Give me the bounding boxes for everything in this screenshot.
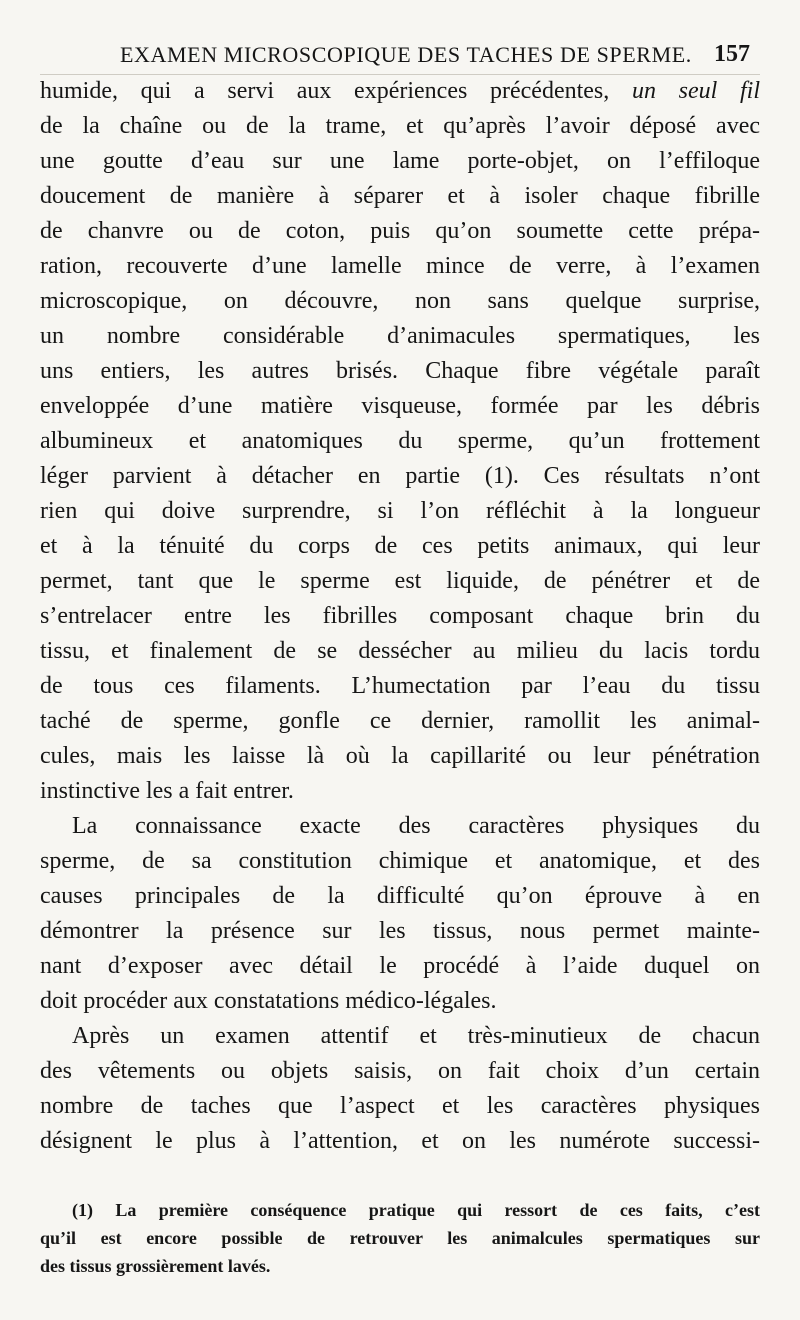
text-line: et à la ténuité du corps de ces petits animaux, qui leur (40, 533, 760, 559)
text-line: un nombre considérable d’animacules spermatiques, les (40, 323, 760, 349)
text-line: doucement de manière à séparer et à isoler chaque fibrille (40, 183, 760, 209)
text-line: sperme, de sa constitution chimique et anatomique, et des (40, 848, 760, 874)
text-line: doit procéder aux constatations médico-légales. (40, 988, 497, 1014)
text-line: de chanvre ou de coton, puis qu’on soumette cette prépa- (40, 218, 760, 244)
text-line: microscopique, on découvre, non sans quelque surprise, (40, 288, 760, 314)
text-line: humide, qui a servi aux expériences précédentes, un seul fil (40, 78, 760, 104)
text-line: de la chaîne ou de la trame, et qu’après l’avoir déposé avec (40, 113, 760, 139)
text-line: tissu, et finalement de se dessécher au milieu du lacis tordu (40, 638, 760, 664)
footnote (40, 1196, 760, 1280)
text-line: permet, tant que le sperme est liquide, de pénétrer et de (40, 568, 760, 594)
text-line: léger parvient à détacher en partie (1). Ces résultats n’ont (40, 463, 760, 489)
running-title: EXAMEN MICROSCOPIQUE DES TACHES DE SPERME. (120, 42, 692, 67)
text-line: rien qui doive surprendre, si l’on réfléchit à la longueur (40, 498, 760, 524)
footnote-line: des tissus grossièrement lavés. (40, 1256, 271, 1276)
text-line: nant d’exposer avec détail le procédé à l’aide duquel on (40, 953, 760, 979)
text-line: ration, recouverte d’une lamelle mince de verre, à l’examen (40, 253, 760, 279)
text-line: enveloppée d’une matière visqueuse, formée par les débris (40, 393, 760, 419)
text-line: s’entrelacer entre les fibrilles composant chaque brin du (40, 603, 760, 629)
running-head (40, 30, 760, 75)
text-line: une goutte d’eau sur une lame porte-objet, on l’effiloque (40, 148, 760, 174)
text-line: albumineux et anatomiques du sperme, qu’un frottement (40, 428, 760, 454)
paragraph-start-line: La connaissance exacte des caractères physiques du (72, 813, 760, 839)
text-line: des vêtements ou objets saisis, on fait choix d’un certain (40, 1058, 760, 1084)
body-text (40, 74, 760, 1159)
text-line: cules, mais les laisse là où la capillarité ou leur pénétration (40, 743, 760, 769)
text-line: désignent le plus à l’attention, et on les numérote successi- (40, 1128, 760, 1154)
paragraph-start-line: Après un examen attentif et très-minutieux de chacun (72, 1023, 760, 1049)
text-line: taché de sperme, gonfle ce dernier, ramollit les animal- (40, 708, 760, 734)
text-line: nombre de taches que l’aspect et les caractères physiques (40, 1093, 760, 1119)
page-number: 157 (714, 41, 750, 67)
text-line: uns entiers, les autres brisés. Chaque fibre végétale paraît (40, 358, 760, 384)
text-line: de tous ces filaments. L’humectation par l’eau du tissu (40, 673, 760, 699)
italic-phrase: un seul fil (631, 78, 760, 104)
footnote-line: qu’il est encore possible de retrouver les animalcules spermatiques sur (40, 1228, 760, 1248)
text-line: instinctive les a fait entrer. (40, 778, 294, 804)
footnote-line: (1) La première conséquence pratique qui ressort de ces faits, c’est (72, 1200, 760, 1220)
text-line: causes principales de la difficulté qu’on éprouve à en (40, 883, 760, 909)
text-line: démontrer la présence sur les tissus, nous permet mainte- (40, 918, 760, 944)
